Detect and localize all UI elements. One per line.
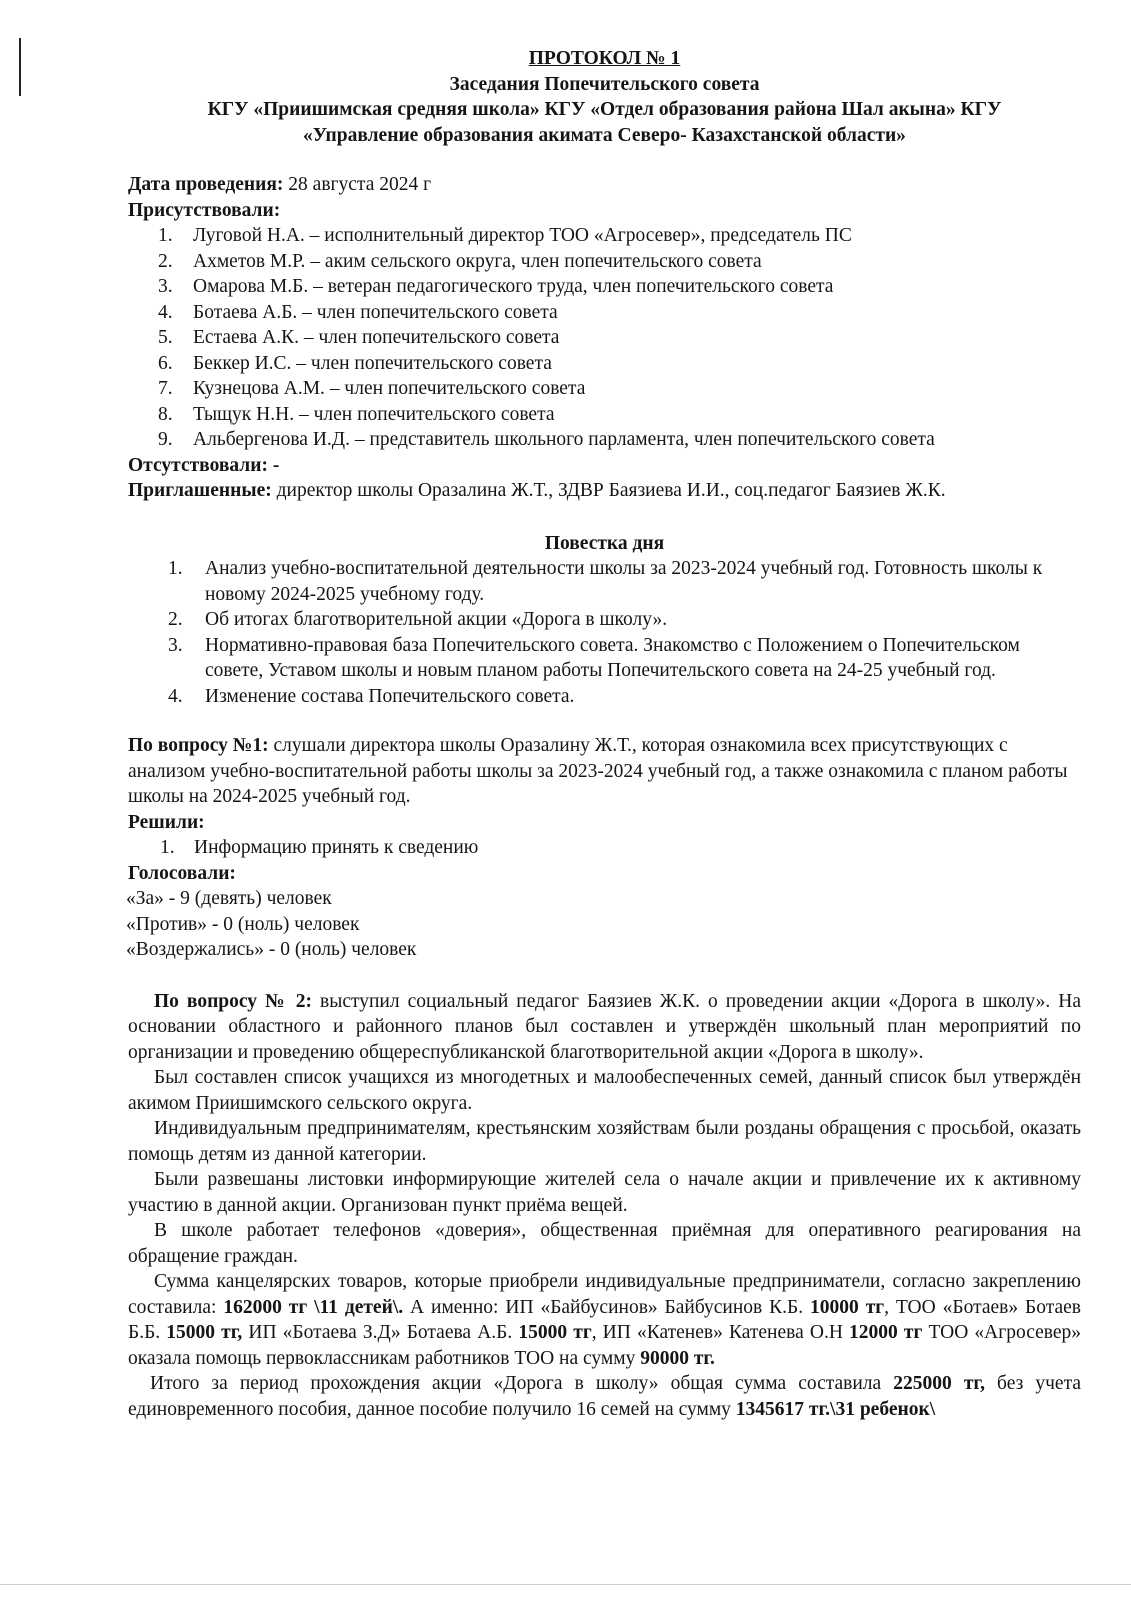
sum-amount: 10000 тг: [810, 1296, 885, 1318]
agenda-item-text: Изменение состава Попечительского совета.: [205, 685, 575, 707]
absent-label: Отсутствовали: -: [128, 454, 280, 476]
agenda-item: [128, 607, 1081, 633]
list-item-text: Беккер И.С. – член попечительского совета: [193, 352, 552, 374]
total-amount: 225000 тг,: [893, 1373, 985, 1394]
sum-amount: 15000 тг,: [166, 1322, 243, 1343]
sum-text: ТОО «Агросевер» оказала помощь первоклассникам работников ТОО на сумму: [128, 1322, 1082, 1369]
sum-text: А именно: ИП «Байбусинов» Байбусинов К.Б.: [403, 1296, 811, 1318]
question-2-text: выступил социальный педагог Баязиев Ж.К. о проведении акции «Дорога в школу». На основании областного и районного планов был составлен и утверждён школьный план мероприятий по организации и проведению общереспубликанской благотворительной акции «Дорога в школу».: [128, 990, 1081, 1063]
members-list: [128, 223, 1081, 453]
list-item-text: Естаева А.К. – член попечительского совета: [193, 327, 560, 348]
list-item-text: Луговой Н.А. – исполнительный директор ТОО «Агросевер», председатель ПС: [193, 225, 852, 246]
agenda-item: [128, 633, 1081, 684]
agenda-item-text: Об итогах благотворительной акции «Дорога в школу».: [205, 609, 668, 630]
invited-line: [128, 478, 1081, 504]
header-line-meeting: Заседания Попечительского совета: [449, 73, 760, 95]
list-item: 7. Кузнецова А.М. – член попечительского совета: [128, 376, 1081, 402]
question-2-total-paragraph: [128, 1371, 1081, 1422]
sum-text: , ТОО «Ботаев» Ботаев Б.Б.: [128, 1296, 1081, 1343]
vote-abstain: «Воздержались» - 0 (ноль) человек: [126, 939, 417, 960]
question-2-hotline-paragraph: В школе работает телефонов «доверия», общественная приёмная для оперативного реагирования на обращение граждан.: [128, 1220, 1081, 1267]
question-1-paragraph: [128, 733, 1081, 810]
voted-label: Голосовали:: [128, 862, 236, 884]
present-label: [128, 198, 1081, 224]
question-2-paragraph: [128, 989, 1081, 1066]
agenda-title: Повестка дня: [544, 532, 665, 554]
question-2-label: По вопросу № 2:: [154, 990, 313, 1012]
list-item: 2. Ахметов М.Р. – аким сельского округа, член попечительского совета: [128, 249, 1081, 275]
list-item: 4. Ботаева А.Б. – член попечительского совета: [128, 300, 1081, 326]
decided-label: Решили:: [128, 811, 205, 833]
sum-text: , ИП «Катенев» Катенева О.Н: [591, 1322, 850, 1343]
agenda-item: [128, 556, 1081, 607]
question-2-leaflets-paragraph: Были развешаны листовки информирующие жителей села о начале акции и привлечение их к активному участию в данной акции. Организован пункт приёма вещей.: [128, 1169, 1081, 1216]
decided-line: [128, 810, 1081, 836]
total-amount: 1345617 тг.\31 ребенок\: [735, 1398, 936, 1420]
sum-amount: 162000 тг \11 детей\.: [223, 1296, 404, 1318]
vote-against: «Против» - 0 (ноль) человек: [126, 913, 360, 935]
list-item-text: Ботаева А.Б. – член попечительского совета: [193, 301, 558, 323]
meeting-date-value: 28 августа 2024 г: [283, 174, 432, 195]
sum-text: ИП «Ботаева З.Д» Ботаева А.Б.: [242, 1322, 519, 1343]
list-item: 8. Тыщук Н.Н. – член попечительского совета: [128, 402, 1081, 428]
list-item-text: Омарова М.Б. – ветеран педагогического труда, член попечительского совета: [193, 276, 834, 297]
agenda-item-number: 2.: [168, 609, 183, 630]
protocol-document: [128, 46, 1081, 1422]
document-header: [128, 46, 1081, 148]
header-line-organizations: КГУ «Приишимская средняя школа» КГУ «Отдел образования района Шал акына» КГУ: [207, 99, 1002, 120]
sum-amount: 15000 тг: [518, 1322, 592, 1343]
question-2-list-paragraph: Был составлен список учащихся из многодетных и малообеспеченных семей, данный список был утверждён акимом Приишимского сельского округа.: [128, 1067, 1081, 1114]
total-text: без учета единовременного пособия, данное пособие получило 16 семей на сумму: [128, 1373, 1081, 1420]
agenda-item-text: Нормативно-правовая база Попечительского совета. Знакомство с Положением о Попечительском совете, Уставом школы и новым планом работы Попечительского совета на 24-25 учебный год.: [205, 634, 1020, 681]
agenda-item-number: 4.: [168, 685, 183, 707]
decision-text: Информацию принять к сведению: [194, 837, 479, 858]
scan-artifact-mark: [19, 38, 21, 96]
invited-value: директор школы Оразалина Ж.Т., ЗДВР Баязиева И.И., соц.педагог Баязиев Ж.К.: [271, 480, 946, 501]
agenda-item-number: 3.: [168, 634, 183, 656]
list-item: 6. Беккер И.С. – член попечительского совета: [128, 351, 1081, 377]
question-2-sum-paragraph: [128, 1269, 1081, 1371]
invited-label: Приглашенные:: [128, 480, 272, 501]
agenda-list: [128, 556, 1081, 709]
question-1-label: По вопросу №1:: [128, 735, 269, 756]
list-item: 9. Альбергенова И.Д. – представитель школьного парламента, член попечительского совета: [128, 427, 1081, 453]
list-item-text: Альбергенова И.Д. – представитель школьного парламента, член попечительского совета: [193, 429, 935, 450]
list-item-text: Тыщук Н.Н. – член попечительского совета: [193, 403, 555, 425]
agenda-item-text: Анализ учебно-воспитательной деятельности школы за 2023-2024 учебный год. Готовность школы к новому 2024-2025 учебному году.: [205, 558, 1043, 605]
list-item-text: Ахметов М.Р. – аким сельского округа, член попечительского совета: [193, 250, 762, 272]
question-2-entrepreneurs-paragraph: Индивидуальным предпринимателям, крестьянским хозяйствам были розданы обращения с просьбой, оказать помощь детям из данной категории.: [128, 1118, 1081, 1165]
page-bottom-edge: [0, 1584, 1131, 1585]
sum-text: Сумма канцелярских товаров, которые приобрели индивидуальные предприниматели, согласно закреплению составила:: [128, 1271, 1081, 1318]
absent-line: [128, 453, 1081, 479]
list-item-text: Кузнецова А.М. – член попечительского совета: [193, 378, 586, 399]
total-text: Итого за период прохождения акции «Дорога в школу» общая сумма составила: [150, 1373, 894, 1394]
meeting-date-label: Дата проведения:: [128, 174, 284, 195]
voted-line: [128, 861, 1081, 887]
decision-item: [128, 835, 1081, 861]
meeting-date: [128, 172, 1081, 198]
question-1-text: слушали директора школы Оразалину Ж.Т., которая ознакомила всех присутствующих с анализом учебно-воспитательной работы школы за 2023-2024 учебный год, а также ознакомила с планом работы школы на 2024-2025 учебный год.: [128, 735, 1068, 807]
agenda-item-number: 1.: [168, 558, 183, 579]
decision-number: 1.: [160, 837, 175, 858]
header-line-administration: «Управление образования акимата Северо- Казахстанской области»: [303, 124, 906, 146]
document-title: ПРОТОКОЛ № 1: [528, 48, 681, 69]
list-item: 1. Луговой Н.А. – исполнительный директор ТОО «Агросевер», председатель ПС: [128, 223, 1081, 249]
list-item: 3. Омарова М.Б. – ветеран педагогического труда, член попечительского совета: [128, 274, 1081, 300]
agenda-item: [128, 684, 1081, 710]
list-item: 5. Естаева А.К. – член попечительского совета: [128, 325, 1081, 351]
present-label-text: Присутствовали:: [128, 199, 281, 221]
vote-for: «За» - 9 (девять) человек: [126, 888, 332, 909]
sum-amount: 12000 тг: [849, 1322, 923, 1343]
sum-amount: 90000 тг.: [640, 1347, 715, 1369]
